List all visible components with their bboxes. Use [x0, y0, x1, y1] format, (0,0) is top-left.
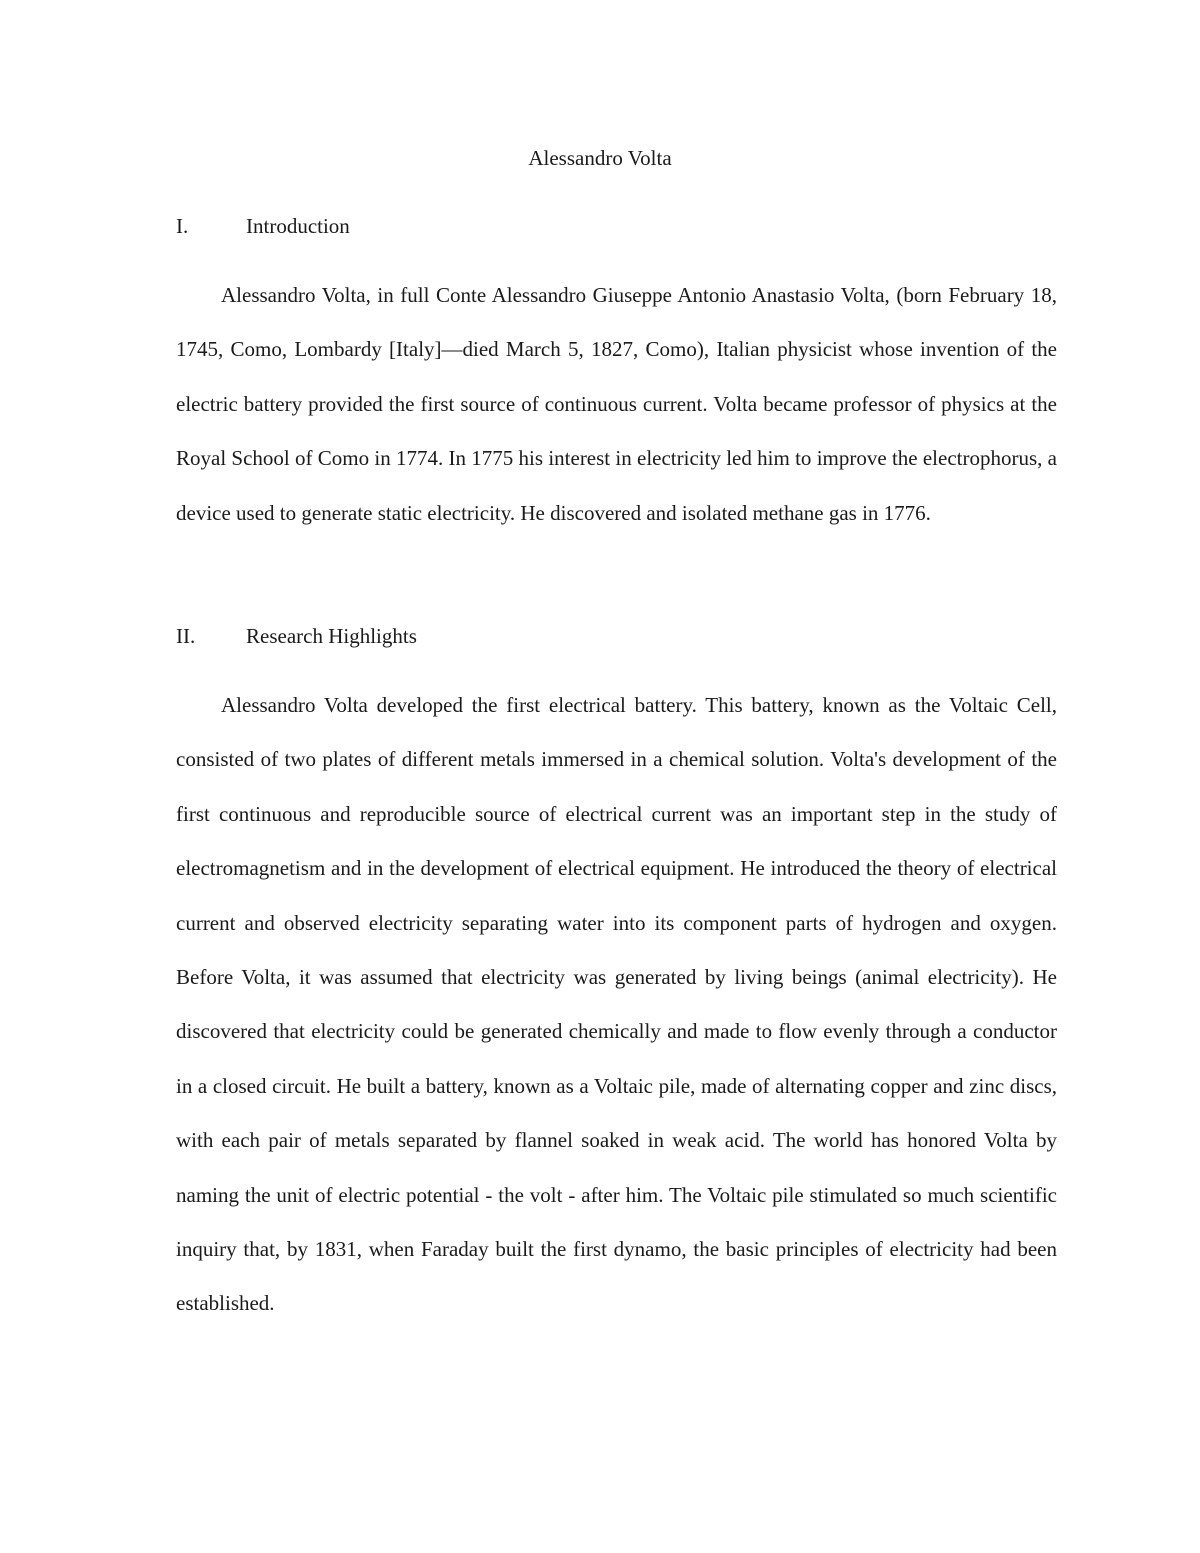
research-highlights-paragraph: Alessandro Volta developed the first electrical battery. This battery, known as the Voltaic Cell, consisted of two plates of different metals immersed in a chemical solution. Volta's development of the first continuous and reproducible source of electrical current was an important step in the study of electromagnetism and in the development of electrical equipment. He introduced the theory of electrical current and observed electricity separating water into its component parts of hydrogen and oxygen. Before Volta, it was assumed that electricity was generated by living beings (animal electricity). He discovered that electricity could be generated chemically and made to flow evenly through a conductor in a closed circuit. He built a battery, known as a Voltaic pile, made of alternating copper and zinc discs, with each pair of metals separated by flannel soaked in weak acid. The world has honored Volta by naming the unit of electric potential - the volt - after him. The Voltaic pile stimulated so much scientific inquiry that, by 1831, when Faraday built the first dynamo, the basic principles of electricity had been established.	[176, 693, 1057, 1316]
section-number: I.	[176, 214, 189, 238]
document-title: Alessandro Volta	[528, 146, 672, 170]
introduction-paragraph: Alessandro Volta, in full Conte Alessandro Giuseppe Antonio Anastasio Volta, (born February 18, 1745, Como, Lombardy [Italy]—died March 5, 1827, Como), Italian physicist whose invention of the electric battery provided the first source of continuous current. Volta became professor of physics at the Royal School of Como in 1774. In 1775 his interest in electricity led him to improve the electrophorus, a device used to generate static electricity. He discovered and isolated methane gas in 1776.	[176, 283, 1057, 525]
section-heading-research-highlights	[176, 621, 417, 651]
section-title: Research Highlights	[246, 624, 417, 648]
section-title: Introduction	[246, 214, 350, 238]
section-number: II.	[176, 624, 196, 648]
section-heading-introduction	[176, 211, 350, 241]
